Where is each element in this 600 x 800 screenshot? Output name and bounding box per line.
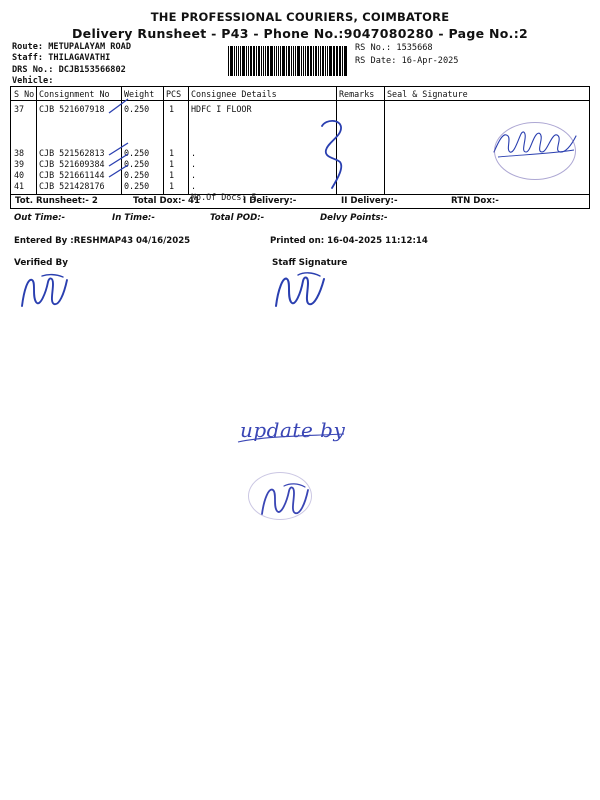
rubber-stamp-mark: [494, 122, 576, 180]
time-row: [10, 213, 590, 227]
totals-row: [10, 192, 590, 209]
meta-right-block: [355, 42, 458, 67]
table-row: 1: [169, 148, 175, 158]
body-divider: [336, 101, 337, 194]
rs-no-field: RS No.: 1535668: [355, 43, 433, 53]
body-divider: [163, 101, 164, 194]
ii-delivery: II Delivery:-: [341, 196, 398, 206]
header-divider: [163, 87, 164, 100]
table-row: 38: [14, 148, 25, 158]
table-row: CJB 521428176: [39, 181, 105, 191]
table-row: 1: [169, 181, 175, 191]
company-title: THE PROFESSIONAL COURIERS, COIMBATORE: [150, 10, 450, 24]
meta-left-block: [12, 42, 131, 88]
th-consignee-details: Consignee Details: [191, 89, 277, 99]
table-row: 0.250: [124, 170, 150, 180]
th-weight: Weight: [124, 89, 155, 99]
table-row: 40: [14, 170, 25, 180]
ink-verified-by-signature: [18, 272, 70, 312]
table-row: .: [191, 159, 197, 169]
vehicle-field: Vehicle:: [12, 76, 54, 87]
table-row: CJB 521607918: [39, 104, 105, 114]
ink-staff-signature: [272, 270, 328, 314]
entered-by: Entered By :RESHMAP43 04/16/2025: [14, 236, 191, 246]
table-row: 0.250: [124, 159, 150, 169]
table-row: .: [191, 170, 197, 180]
header-divider: [336, 87, 337, 100]
i-delivery: I Delivery:-: [243, 196, 297, 206]
staff-signature-label: Staff Signature: [272, 258, 348, 268]
table-row: CJB 521562813: [39, 148, 105, 158]
rs-date-field: RS Date: 16-Apr-2025: [355, 55, 459, 66]
docs-count-note: No.Of Docs: 5: [191, 192, 257, 202]
table-row: 1: [169, 170, 175, 180]
table-row: 0.250: [124, 181, 150, 191]
table-row: 0.250: [124, 148, 150, 158]
verified-by-label: Verified By: [14, 258, 68, 268]
printed-on: Printed on: 16-04-2025 11:12:14: [270, 236, 428, 246]
total-runsheet: Tot. Runsheet:- 2: [15, 196, 98, 206]
th-consignment-no: Consignment No: [39, 89, 110, 99]
body-divider: [384, 101, 385, 194]
body-divider: [121, 101, 122, 194]
table-row: 39: [14, 159, 25, 169]
handwritten-note: update by: [240, 418, 346, 442]
body-divider: [36, 101, 37, 194]
table-row: CJB 521661144: [39, 170, 105, 180]
header-divider: [384, 87, 385, 100]
in-time: In Time:-: [112, 213, 155, 223]
table-row: .: [191, 148, 197, 158]
table-row: HDFC I FLOOR: [191, 104, 252, 114]
total-dox: Total Dox:- 41: [133, 196, 201, 206]
page-title: Delivery Runsheet - P43 - Phone No.:9047080280 - Page No.:2: [71, 26, 529, 41]
table-row: 1: [169, 104, 175, 114]
table-header-row: [11, 87, 589, 101]
th-s-no: S No: [14, 89, 35, 99]
entered-printed-row: [10, 236, 590, 250]
header-divider: [36, 87, 37, 100]
rtn-dox: RTN Dox:-: [451, 196, 499, 206]
barcode: [228, 46, 348, 76]
rubber-stamp-mark: [248, 472, 312, 520]
body-divider: [188, 101, 189, 194]
table-row: 41: [14, 181, 25, 191]
table-row: 37: [14, 104, 25, 114]
table-row: 1: [169, 159, 175, 169]
table-row: 0.250: [124, 104, 150, 114]
delvy-points: Delvy Points:-: [320, 213, 388, 223]
total-pod: Total POD:-: [210, 213, 265, 223]
out-time: Out Time:-: [14, 213, 66, 223]
route-field: Route: METUPALAYAM ROAD: [12, 42, 131, 52]
header-divider: [188, 87, 189, 100]
drs-no-field: DRS No.: DCJB153566802: [12, 64, 126, 75]
th-remarks: Remarks: [339, 89, 375, 99]
table-row: .: [191, 181, 197, 191]
table-row: CJB 521609384: [39, 159, 105, 169]
header-divider: [121, 87, 122, 100]
th-pcs: PCS: [166, 89, 182, 99]
th-seal-signature: Seal & Signature: [387, 89, 468, 99]
staff-field: Staff: THILAGAVATHI: [12, 53, 111, 64]
